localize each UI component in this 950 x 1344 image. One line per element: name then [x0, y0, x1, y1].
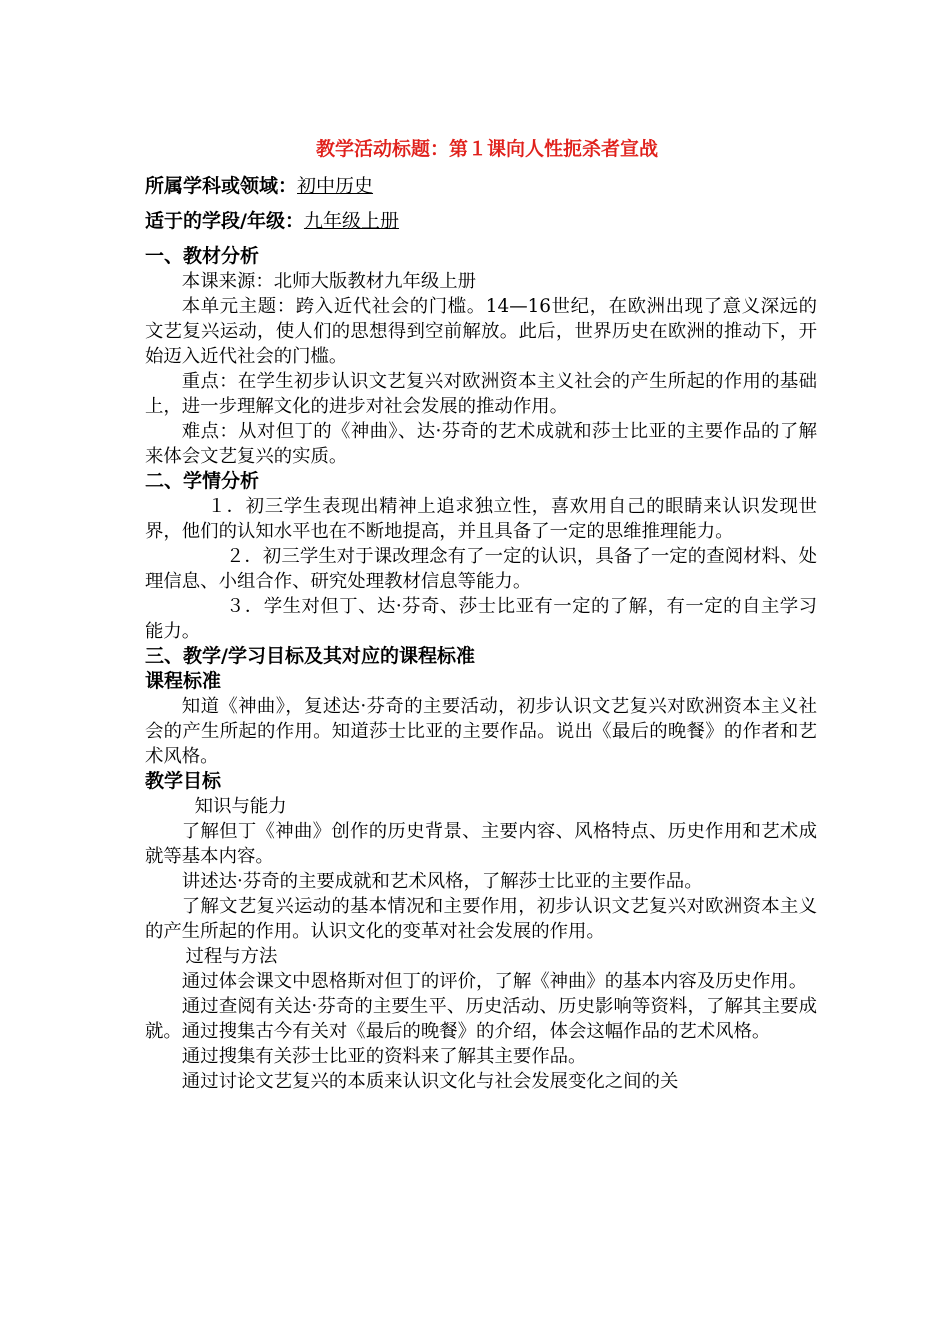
grade-line [145, 208, 817, 234]
section1-source: 本课来源：北师大版教材九年级上册 [181, 271, 477, 292]
knowledge-heading: 知识与能力 [194, 796, 287, 817]
document-page [145, 130, 817, 1094]
section1-heading: 一、教材分析 [145, 245, 260, 267]
goal-heading: 教学目标 [145, 770, 222, 792]
section1-theme: 本单元主题：跨入近代社会的门槛。14—16世纪，在欧洲出现了意义深远的文艺复兴运动，使人们的思想得到空前解放。此后，世界历史在欧洲的推动下，开始迈入近代社会的门槛。 [145, 296, 817, 367]
knowledge-item-2: 讲述达·芬奇的主要成就和艺术风格，了解莎士比亚的主要作品。 [181, 871, 703, 892]
section2-item-3: ３．学生对但丁、达·芬奇、莎士比亚有一定的了解，有一定的自主学习能力。 [145, 596, 817, 642]
process-heading: 过程与方法 [185, 946, 278, 967]
grade-value: 九年级上册 [303, 210, 399, 232]
subject-value: 初中历史 [297, 175, 374, 197]
section2-item-1: １．初三学生表现出精神上追求独立性，喜欢用自己的眼睛来认识发现世界，他们的认知水平也在不断地提高，并且具备了一定的思维推理能力。 [145, 496, 817, 542]
standard-paragraph: 知道《神曲》，复述达·芬奇的主要活动，初步认识文艺复兴对欧洲资本主义社会的产生所起的作用。知道莎士比亚的主要作品。说出《最后的晚餐》的作者和艺术风格。 [145, 696, 817, 767]
grade-label: 适于的学段/年级： [145, 210, 304, 232]
knowledge-item-3: 了解文艺复兴运动的基本情况和主要作用，初步认识文艺复兴对欧洲资本主义的产生所起的作用。认识文化的变革对社会发展的作用。 [145, 896, 817, 942]
knowledge-item-1: 了解但丁《神曲》创作的历史背景、主要内容、风格特点、历史作用和艺术成就等基本内容。 [145, 821, 817, 867]
section2-item-2: ２．初三学生对于课改理念有了一定的认识，具备了一定的查阅材料、处理信息、小组合作、研究处理教材信息等能力。 [145, 546, 817, 592]
meta-block [145, 173, 817, 234]
subject-label: 所属学科或领域： [145, 175, 298, 197]
standard-heading: 课程标准 [145, 670, 222, 692]
process-item-2: 通过查阅有关达·芬奇的主要生平、历史活动、历史影响等资料，了解其主要成就。通过搜集古今有关对《最后的晚餐》的介绍，体会这幅作品的艺术风格。 [145, 996, 817, 1042]
process-item-4: 通过讨论文艺复兴的本质来认识文化与社会发展变化之间的关 [181, 1071, 679, 1092]
section3-heading: 三、教学/学习目标及其对应的课程标准 [145, 645, 475, 667]
section1-key-point: 重点：在学生初步认识文艺复兴对欧洲资本主义社会的产生所起的作用的基础上，进一步理解文化的进步对社会发展的推动作用。 [145, 371, 817, 417]
process-item-1: 通过体会课文中恩格斯对但丁的评价，了解《神曲》的基本内容及历史作用。 [181, 971, 808, 992]
section2-heading: 二、学情分析 [145, 470, 260, 492]
subject-line [145, 173, 817, 199]
section1-difficulty: 难点：从对但丁的《神曲》、达·芬奇的艺术成就和莎士比亚的主要作品的了解来体会文艺复兴的实质。 [145, 421, 817, 467]
page-title: 教学活动标题：第１课向人性扼杀者宣战 [315, 138, 658, 160]
process-item-3: 通过搜集有关莎士比亚的资料来了解其主要作品。 [181, 1046, 587, 1067]
